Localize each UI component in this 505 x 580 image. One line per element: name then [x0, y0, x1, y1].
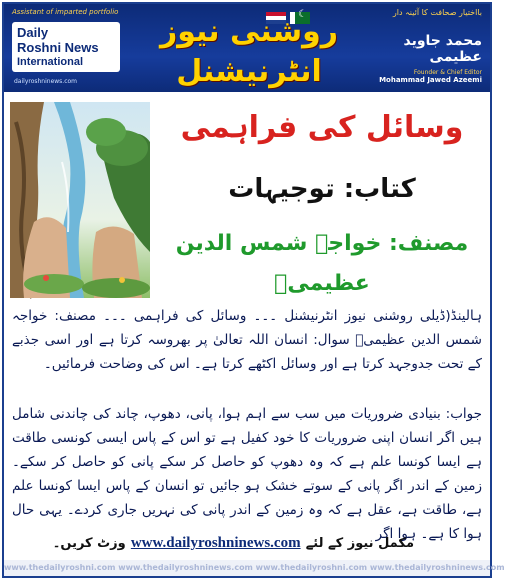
- chief-editor-name: Mohammad Jawed Azeemi: [379, 76, 482, 84]
- brand-line-3: International: [17, 56, 84, 68]
- brand-line-2: Roshni News: [17, 40, 99, 55]
- cta-after-text: وزٹ کریں۔: [52, 536, 126, 551]
- chief-editor-label: Founder & Chief Editor: [413, 69, 482, 76]
- website-link[interactable]: www.dailyroshninews.com: [130, 535, 301, 551]
- answer-paragraph: جواب: بنیادی ضروریات میں سب سے اہم ہوا، پانی، دھوپ، چاند کی چاندنی شامل ہیں اگر انسان اپنی ضروریات کا خود کفیل ہے تو اس کے پاس ایسی کونسی طاقت ہے ایسا کونسا علم ہے کہ وہ دھوپ کو حاصل کر سکے پانی کو حاصل کر سکے۔ زمین کے اندر اگر پانی کے سوتے خشک ہو جائیں تو انسان کے پاس ایسا کونسا علم ہے، طاقت ہے، عقل ہے کہ وہ زمین کے اندر پانی کی نہریں جاری کردے۔ یہی حال ہوا کا ہے۔ ہوا اگر: [12, 406, 482, 542]
- nature-illustration: [10, 102, 150, 298]
- brand-line-1: Daily: [17, 25, 49, 40]
- author-line: مصنف: خواجہ شمس الدین عظیمیؒ: [175, 231, 469, 296]
- article-title: وسائل کی فراہمی: [180, 110, 464, 145]
- question-paragraph: ہالینڈ(ڈیلی روشنی نیوز انٹرنیشنل ۔۔۔ وسائل کی فراہمی ۔۔۔ مصنف: خواجہ شمس الدین عظیمیؒ سوال: انسان اللہ تعالیٰ پر بھروسہ کرتا ہے اور اسی جذبے کے تحت جدوجہد کرتا ہے اور وسائل اکٹھے کرتا ہے۔ اس کی وضاحت فرمائیں۔: [12, 308, 482, 372]
- tagline-left: Assistant of imparted portfolio: [12, 8, 119, 16]
- chief-editor-urdu: محمد جاوید عظیمی: [403, 33, 482, 65]
- article-titles: [156, 104, 488, 304]
- call-to-action: [52, 532, 414, 558]
- page-frame: [2, 2, 505, 578]
- newspaper-header: [4, 4, 490, 104]
- footer-watermark-text: www.thedailyroshni.com www.thedailyroshninews.com www.thedailyroshni.com www.thedailyroshninews.com: [4, 563, 505, 572]
- cta-before-text: مکمل نیوز کے لئے: [305, 536, 414, 551]
- brand-box: [12, 22, 120, 72]
- logo-subtitle: DAILY ROSHNI NEWS INTERNATIONAL: [170, 96, 328, 104]
- center-logo: [154, 12, 344, 104]
- footer-watermark-strip: [4, 560, 505, 576]
- header-site-url: dailyroshninews.com: [14, 78, 78, 85]
- urdu-logo: روشنی نیوز انٹرنیشنل: [159, 14, 339, 89]
- tagline-right: بااختیار صحافت کا آئینہ دار: [392, 8, 482, 17]
- nature-hands-image: [10, 102, 150, 298]
- book-title: کتاب: توجیہات: [228, 174, 416, 204]
- header-right: [362, 8, 482, 84]
